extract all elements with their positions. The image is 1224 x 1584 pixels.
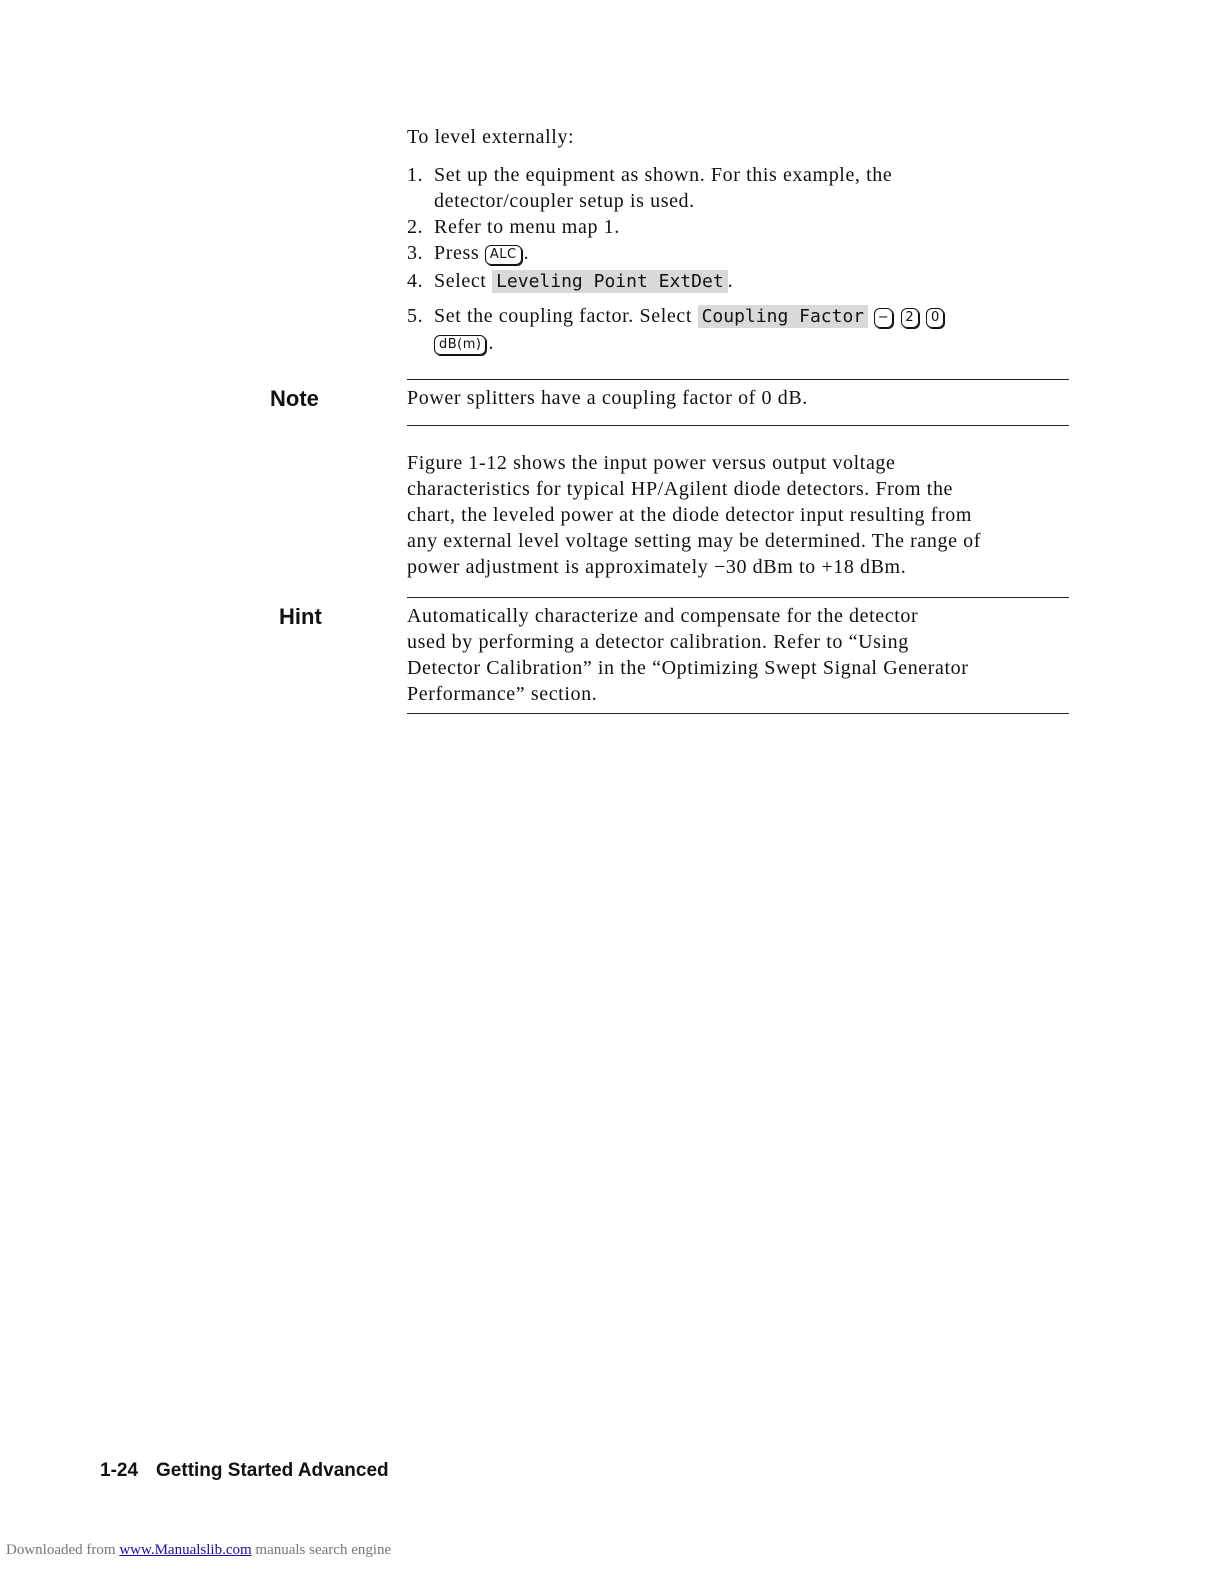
hint-top-rule xyxy=(407,597,1069,598)
step-number: 5. xyxy=(407,305,424,327)
two-key: 2 xyxy=(901,308,919,328)
paragraph-line: power adjustment is approximately −30 dBm to +18 dBm. xyxy=(407,556,907,578)
step-text: Press xyxy=(434,242,480,264)
step-text: Set the coupling factor. Select xyxy=(434,305,692,327)
page-footer xyxy=(100,1460,389,1482)
page-number: 1-24 xyxy=(100,1460,139,1481)
hint-line: Detector Calibration” in the “Optimizing Swept Signal Generator xyxy=(407,657,969,679)
leveling-point-extdet-softkey: Leveling Point ExtDet xyxy=(492,270,728,293)
step-suffix: . xyxy=(727,270,734,292)
manualslib-link[interactable]: www.Manualslib.com xyxy=(119,1542,252,1558)
step-suffix: . xyxy=(523,242,530,264)
step-text-continued: detector/coupler setup is used. xyxy=(434,190,695,212)
paragraph-line: chart, the leveled power at the diode detector input resulting from xyxy=(407,504,973,526)
section-title: Getting Started Advanced xyxy=(156,1460,389,1481)
note-text: Power splitters have a coupling factor of 0 dB. xyxy=(407,387,808,409)
paragraph-line: characteristics for typical HP/Agilent diode detectors. From the xyxy=(407,478,954,500)
note-top-rule xyxy=(407,379,1069,380)
hint-line: used by performing a detector calibration. Refer to “Using xyxy=(407,631,909,653)
step-5 xyxy=(407,303,1067,356)
hint-text xyxy=(407,603,1057,707)
hint-bottom-rule xyxy=(407,713,1069,714)
step-number: 4. xyxy=(407,270,424,292)
step-number: 3. xyxy=(407,242,424,264)
paragraph-line: Figure 1-12 shows the input power versus output voltage xyxy=(407,452,896,474)
dbm-key: dB(m) xyxy=(434,335,486,355)
note-bottom-rule xyxy=(407,425,1069,426)
step-4 xyxy=(407,268,1067,295)
intro-text: To level externally: xyxy=(407,126,575,148)
step-number: 1. xyxy=(407,164,424,186)
alc-key: ALC xyxy=(485,245,522,265)
hint-label: Hint xyxy=(279,604,322,629)
step-3 xyxy=(407,240,1067,266)
figure-paragraph xyxy=(407,450,1057,580)
step-suffix: . xyxy=(488,332,495,354)
step-text: Refer to menu map 1. xyxy=(434,216,620,238)
step-text: Select xyxy=(434,270,487,292)
zero-key: 0 xyxy=(926,308,944,328)
hint-line: Automatically characterize and compensate for the detector xyxy=(407,605,919,627)
coupling-factor-softkey: Coupling Factor xyxy=(698,305,869,328)
step-1 xyxy=(407,162,1067,214)
paragraph-line: any external level voltage setting may be determined. The range of xyxy=(407,530,982,552)
step-number: 2. xyxy=(407,216,424,238)
minus-key: − xyxy=(874,308,893,328)
procedure-steps xyxy=(407,162,1067,356)
step-text: Set up the equipment as shown. For this example, the xyxy=(434,164,893,186)
download-suffix: manuals search engine xyxy=(255,1542,392,1558)
hint-line: Performance” section. xyxy=(407,683,598,705)
download-prefix: Downloaded from xyxy=(6,1542,116,1558)
note-label: Note xyxy=(270,386,319,411)
download-notice xyxy=(6,1542,391,1559)
step-2 xyxy=(407,214,1067,240)
